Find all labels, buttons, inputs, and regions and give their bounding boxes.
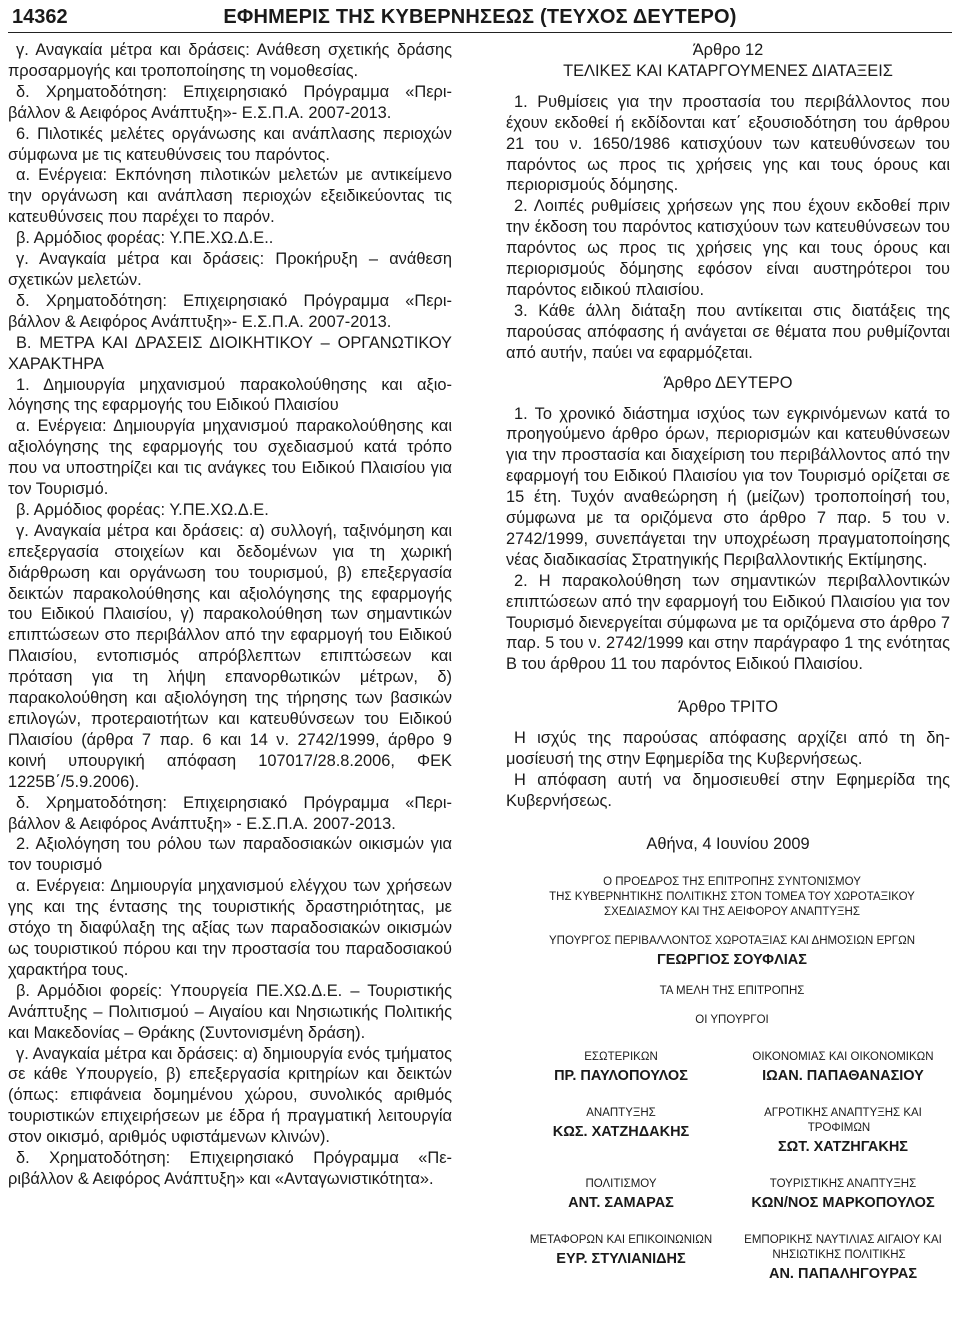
president-title-line: ΣΧΕΔΙΑΣΜΟΥ ΚΑΙ ΤΗΣ ΑΕΙΦΟΡΟΥ ΑΝΑΠΤΥΞΗΣ [604, 905, 860, 918]
minister-signature [728, 1106, 950, 1155]
minister-role: ΟΙΚΟΝΟΜΙΑΣ ΚΑΙ ΟΙΚΟΝΟΜΙΚΩΝ [752, 1050, 934, 1063]
minister-role: ΜΕΤΑΦΟΡΩΝ ΚΑΙ ΕΠΙΚΟΙΝΩΝΙΩΝ [529, 1233, 713, 1246]
president-role: ΥΠΟΥΡΓΟΣ ΠΕΡΙΒΑΛΛΟΝΤΟΣ ΧΩΡΟΤΑΞΙΑΣ ΚΑΙ ΔΗΜΟΣΙΩΝ ΕΡΓΩΝ [548, 934, 916, 947]
paragraph: δ. Χρηματοδότηση: Επιχειρησιακό Πρόγραμμα «Περιβάλλον & Αειφόρος Ανάπτυξη» - Ε.Σ.Π.Α. 2007-2013. [8, 793, 452, 833]
minister-role: ΠΟΛΙΤΙΣΜΟΥ [585, 1177, 657, 1190]
left-column [8, 40, 452, 1190]
minister-name: ΚΩΝ/ΝΟΣ ΜΑΡΚΟΠΟΥΛΟΣ [751, 1194, 935, 1211]
minister-signature [506, 1177, 728, 1211]
article-12-subtitle: ΤΕΛΙΚΕΣ ΚΑΙ ΚΑΤΑΡΓΟΥΜΕΝΕΣ ΔΙΑΤΑΞΕΙΣ [563, 61, 893, 80]
paragraph: β. Αρμόδιος φορέας: Υ.ΠΕ.ΧΩ.Δ.Ε. [16, 500, 269, 519]
paragraph: 3. Κάθε άλλη διάταξη που αντίκειται στις διατάξεις της παρούσας απόφασης ή ανάγεται σε θέματα που ρυθμίζονται από αυτήν, παύει να εφαρμόζεται. [506, 301, 950, 362]
minister-role: ΕΜΠΟΡΙΚΗΣ ΝΑΥΤΙΛΙΑΣ ΑΙΓΑΙΟΥ ΚΑΙ ΝΗΣΙΩΤΙΚΗΣ ΠΟΛΙΤΙΚΗΣ [744, 1233, 942, 1261]
president-name: ΓΕΩΡΓΙΟΣ ΣΟΥΦΛΙΑΣ [657, 951, 807, 968]
minister-role: ΑΝΑΠΤΥΞΗΣ [586, 1106, 656, 1119]
minister-signature [506, 1106, 728, 1155]
paragraph: 1. Το χρονικό διάστημα ισχύος των εγκρινόμενων κατά το προηγούμενο άρθρο όρων, περιορισμών και κατευθύνσεων για την προστασία και διαχείριση του περιβάλλοντος από την εφαρμογή του Ειδικού Πλαισίου για τον Τουρισμό ορίζεται σε 15 έτη. Τυχόν αναθεώρηση ή (μείζων) τροποποίησή του, σύμφωνα με τα οριζόμενα στο άρθρο 7 παρ. 5 του ν. 2742/1999, συνεπάγεται την υποχρέωση πραγματοποίησης νέας διαδικασίας Στρατηγικής Περιβαλλοντικής Εκτίμησης. [506, 404, 950, 569]
paragraph: 2. Η παρακολούθηση των σημαντικών περιβαλλοντικών επιπτώσεων από την εφαρμογή του Ειδικού Πλαισίου για τον Τουρισμό διενεργείται σύμφωνα με τα οριζόμενα στο άρθρο 7 παρ. 5 του ν. 2742/1999 και στην παράγραφο 1 της ενότητας Β του άρθρου 11 του παρόντος Ειδικού Πλαισίου. [506, 571, 950, 674]
members-heading: ΤΑ ΜΕΛΗ ΤΗΣ ΕΠΙΤΡΟΠΗΣ [659, 984, 805, 997]
running-title: ΕΦΗΜΕΡΙΣ ΤΗΣ ΚΥΒΕΡΝΗΣΕΩΣ (ΤΕΥΧΟΣ ΔΕΥΤΕΡΟ) [223, 6, 737, 28]
minister-signature [506, 1050, 728, 1084]
paragraph: 2. Λοιπές ρυθμίσεις χρήσεων γης που έχουν εκδοθεί πριν την έκδοση του παρόντος κατισχύουν των κατευθύνσεων του παρόντος ως προς τις χρήσεις γης και τους όρους και περιορισμούς δόμησης εφόσον είναι αυστηρότεροι του παρόντος ειδικού πλαισίου. [506, 197, 950, 299]
article-third-title: Άρθρο ΤΡΙΤΟ [677, 698, 779, 717]
right-column [506, 40, 950, 1282]
paragraph: 2. Αξιολόγηση του ρόλου των παραδοσιακών οικισμών για τον τουρισμό [8, 835, 452, 875]
paragraph: γ. Αναγκαία μέτρα και δράσεις: Ανάθεση σχετικής δράσης προσαρμογής και τροποποίησης τη νομοθεσίας. [8, 41, 452, 80]
minister-role: ΑΓΡΟΤΙΚΗΣ ΑΝΑΠΤΥΞΗΣ ΚΑΙ ΤΡΟΦΙΜΩΝ [764, 1106, 922, 1134]
article-12-title: Άρθρο 12 [692, 41, 764, 59]
minister-name: ΑΝΤ. ΣΑΜΑΡΑΣ [568, 1194, 674, 1211]
minister-name: ΙΩΑΝ. ΠΑΠΑΘΑΝΑΣΙΟΥ [762, 1067, 924, 1084]
signature-block [506, 875, 950, 1282]
signature-row [506, 1177, 950, 1211]
paragraph: γ. Αναγκαία μέτρα και δράσεις: α) δημιουργία ενός τμήματος σε κάθε Υπουργείο, β) επεξεργασία κριτηρίων και δεικτών (όπως: επιφάνεια δομημένου χώρου, συνολικός αριθμός τουριστικών επιχειρήσεων με έδρα ή πραγματική λειτουργία στον οικισμό, αριθμός υφιστάμενων κλινών). [8, 1044, 452, 1147]
paragraph: β. Αρμόδιος φορέας: Υ.ΠΕ.ΧΩ.Δ.Ε.. [16, 229, 274, 248]
place-date: Αθήνα, 4 Ιουνίου 2009 [646, 834, 810, 853]
minister-signature [728, 1233, 950, 1282]
paragraph: δ. Χρηματοδότηση: Επιχειρησιακό Πρόγραμμα «Περιβάλλον & Αειφόρος Ανάπτυξη»- Ε.Σ.Π.Α. 2007-2013. [8, 82, 452, 122]
paragraph: α. Ενέργεια: Εκπόνηση πιλοτικών μελετών με αντικείμενο την οργάνωση και ανάπλαση περιοχών εξειδικεύοντας τις κατευθύνσεις που παρέχει το παρόν. [8, 166, 452, 227]
minister-name: ΚΩΣ. ΧΑΤΖΗΔΑΚΗΣ [552, 1123, 690, 1140]
minister-name: ΕΥΡ. ΣΤΥΛΙΑΝΙΔΗΣ [556, 1250, 686, 1267]
paragraph: β. Αρμόδιοι φορείς: Υπουργεία ΠΕ.ΧΩ.Δ.Ε. – Τουριστικής Ανάπτυξης – Πολιτισμού – Αιγαίου και Νησιωτικής Πολιτικής και Μακεδονίας – Θράκης (Συντονισμένη δράση). [8, 981, 452, 1042]
paragraph: 6. Πιλοτικές μελέτες οργάνωσης και ανάπλασης περιοχών σύμφωνα με τις κατευθύνσεις του παρόντος. [8, 124, 452, 164]
paragraph: γ. Αναγκαία μέτρα και δράσεις: α) συλλογή, ταξινόμηση και επεξεργασία στοιχείων και δεδομένων για τη χωρική διάρθρωση και οργάνωση του τουρισμού, β) επεξεργασία δεικτών παρακολούθησης και αξιολόγησης της εφαρμογής του Ειδικού Πλαισίου, γ) παρακολούθηση των σημαντικών επιπτώσεων στο περιβάλλον από την εφαρμογή του Ειδικού Πλαισίου, εντοπισμός απρόβλεπτων επιπτώσεων και πρόταση για τη λήψη επανορθωτικών μέτρων, δ) παρακολούθηση και αξιολόγηση της τήρησης των βασικών επιλογών, προτεραιοτήτων και κατευθύνσεων του Ειδικού Πλαισίου (άρθρα 7 παρ. 6 και 14 ν. 2742/1999, άρθρο 9 κοινή υπουργική απόφαση 107017/28.8.2006, ΦΕΚ 1225Β΄/5.9.2006). [8, 521, 452, 791]
paragraph: γ. Αναγκαία μέτρα και δράσεις: Προκήρυξη – ανάθεση σχετικών μελετών. [8, 250, 452, 289]
minister-name: ΑΝ. ΠΑΠΑΛΗΓΟΥΡΑΣ [768, 1265, 918, 1282]
page-header [8, 4, 952, 33]
article-second-title: Άρθρο ΔΕΥΤΕΡΟ [663, 373, 793, 392]
ministers-heading: ΟΙ ΥΠΟΥΡΓΟΙ [695, 1013, 769, 1026]
minister-role: ΤΟΥΡΙΣΤΙΚΗΣ ΑΝΑΠΤΥΞΗΣ [769, 1177, 917, 1190]
signature-row [506, 1106, 950, 1155]
president-title-line: Ο ΠΡΟΕΔΡΟΣ ΤΗΣ ΕΠΙΤΡΟΠΗΣ ΣΥΝΤΟΝΙΣΜΟΥ [603, 875, 861, 888]
president-title-line: ΤΗΣ ΚΥΒΕΡΝΗΤΙΚΗΣ ΠΟΛΙΤΙΚΗΣ ΣΤΟΝ ΤΟΜΕΑ ΤΟΥ ΧΩΡΟΤΑΞΙΚΟΥ [549, 890, 915, 903]
minister-signature [728, 1050, 950, 1084]
minister-name: ΣΩΤ. ΧΑΤΖΗΓΑΚΗΣ [777, 1138, 909, 1155]
signature-row [506, 1050, 950, 1084]
signature-row [506, 1233, 950, 1282]
paragraph: α. Ενέργεια: Δημιουργία μηχανισμού παρακολούθησης και αξιολόγησης της εφαρμογής του σχεδιασμού κατά τρόπο που να υποστηρίζει και τις ανάγκες του Ειδικού Πλαισίου για τον Τουρισμό. [8, 417, 452, 499]
section-heading: Β. ΜΕΤΡΑ ΚΑΙ ΔΡΑΣΕΙΣ ΔΙΟΙΚΗΤΙΚΟΥ – ΟΡΓΑΝΩΤΙΚΟΥ ΧΑΡΑΚΤΗΡΑ [8, 333, 452, 373]
page-number: 14362 [12, 6, 68, 28]
paragraph: α. Ενέργεια: Δημιουργία μηχανισμού ελέγχου των χρήσεων γης και της έντασης της τουριστικής δραστηριότητας, με στόχο τη διαφύλαξη της αξίας των παραδοσιακών οικισμών ως τουριστικού πόρου και την προστασία του παραδοσιακού χαρακτήρα τους. [8, 877, 452, 979]
paragraph: δ. Χρηματοδότηση: Επιχειρησιακό Πρόγραμμα «Περιβάλλον & Αειφόρος Ανάπτυξη» και «Ανταγωνιστικότητα». [8, 1149, 452, 1188]
minister-signature [728, 1177, 950, 1211]
paragraph: 1. Δημιουργία μηχανισμού παρακολούθησης και αξιολόγησης της εφαρμογής του Ειδικού Πλαισίου [8, 375, 452, 415]
paragraph: Η ισχύς της παρούσας απόφασης αρχίζει από τη δημοσίευσή της στην Εφημερίδα της Κυβερνήσεως. [506, 729, 950, 769]
minister-signature [506, 1233, 728, 1282]
minister-name: ΠΡ. ΠΑΥΛΟΠΟΥΛΟΣ [554, 1067, 688, 1084]
paragraph: Η απόφαση αυτή να δημοσιευθεί στην Εφημερίδα της Κυβερνήσεως. [506, 771, 950, 810]
paragraph: 1. Ρυθμίσεις για την προστασία του περιβάλλοντος που έχουν εκδοθεί ή εκδίδονται κατ΄ εξουσιοδότηση του άρθρου 21 του ν. 1650/1986 κατισχύουν των κατευθύνσεων του παρόντος ως προς τις χρήσεις γης και τους όρους και περιορισμούς δόμησης. [506, 92, 950, 195]
paragraph: δ. Χρηματοδότηση: Επιχειρησιακό Πρόγραμμα «Περιβάλλον & Αειφόρος Ανάπτυξη»- Ε.Σ.Π.Α. 2007-2013. [8, 291, 452, 331]
minister-role: ΕΣΩΤΕΡΙΚΩΝ [584, 1050, 658, 1063]
